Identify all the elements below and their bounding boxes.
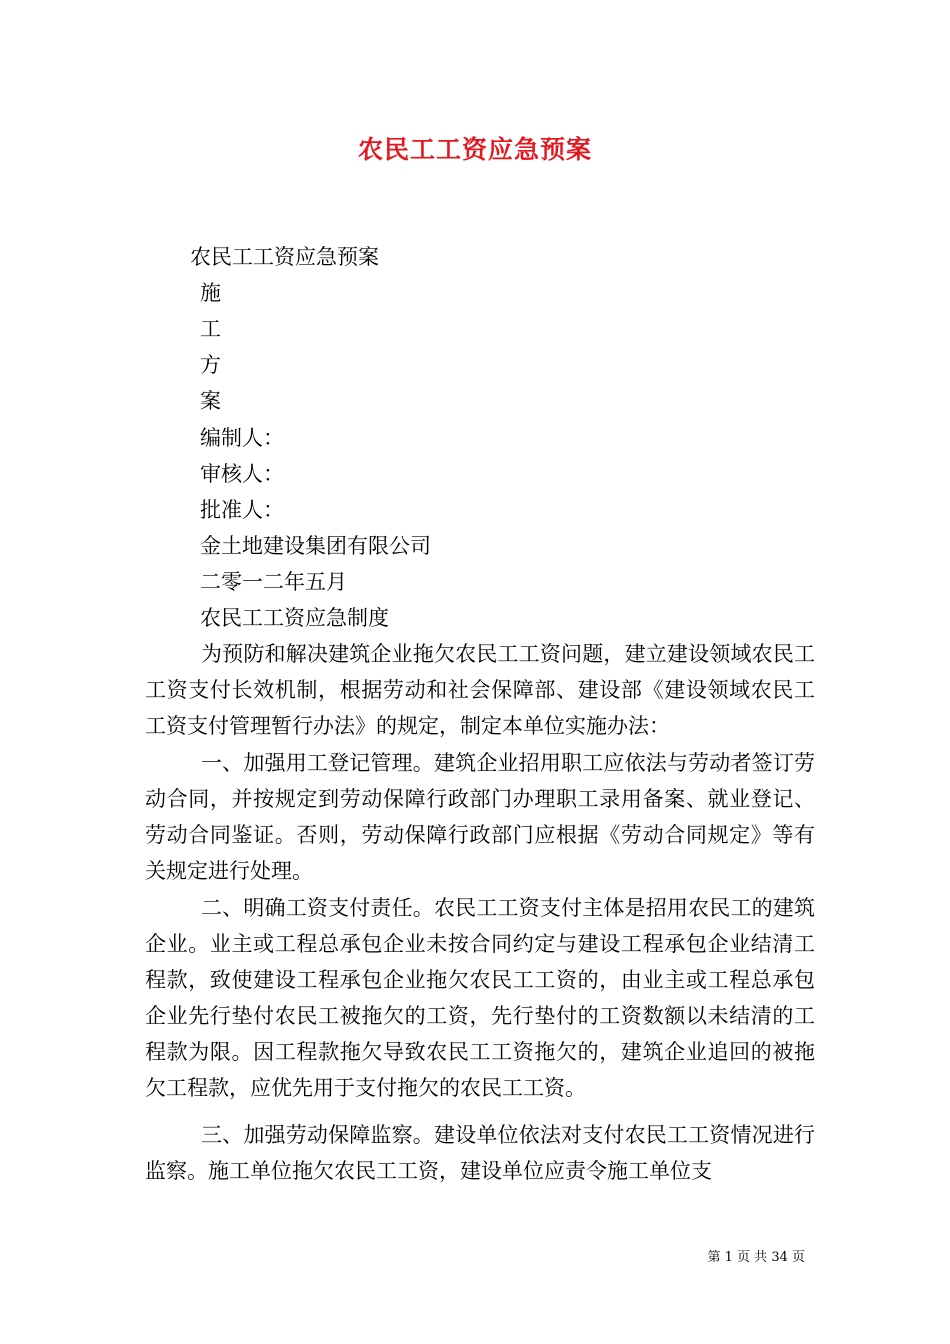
page-footer: 第 1 页 共 34 页 <box>707 1250 805 1265</box>
cover-title: 农民工工资应急预案 <box>190 245 379 269</box>
document-title: 农民工工资应急预案 <box>357 135 592 164</box>
cover-vertical-char: 工 <box>200 317 221 341</box>
editor-label: 编制人： <box>200 426 284 450</box>
cover-vertical-char: 方 <box>200 353 221 377</box>
approver-label: 批准人： <box>200 498 284 522</box>
document-date: 二零一二年五月 <box>200 570 347 594</box>
body-paragraph: 三、加强劳动保障监察。建设单位依法对支付农民工工资情况进行监察。施工单位拖欠农民工工资，建设单位应责令施工单位支 <box>145 1123 815 1183</box>
cover-vertical-char: 案 <box>200 389 221 413</box>
reviewer-label: 审核人： <box>200 462 284 486</box>
company-name: 金土地建设集团有限公司 <box>200 534 431 558</box>
body-paragraph: 二、明确工资支付责任。农民工工资支付主体是招用农民工的建筑企业。业主或工程总承包企业未按合同约定与建设工程承包企业结清工程款，致使建设工程承包企业拖欠农民工工资的，由业主或工程总承包企业先行垫付农民工被拖欠的工资，先行垫付的工资数额以未结清的工程款为限。因工程款拖欠导致农民工工资拖欠的，建筑企业追回的被拖欠工程款，应优先用于支付拖欠的农民工工资。 <box>145 896 815 1100</box>
body-paragraph: 一、加强用工登记管理。建筑企业招用职工应依法与劳动者签订劳动合同，并按规定到劳动保障行政部门办理职工录用备案、就业登记、劳动合同鉴证。否则，劳动保障行政部门应根据《劳动合同规定》等有关规定进行处理。 <box>145 751 815 883</box>
body-paragraph: 为预防和解决建筑企业拖欠农民工工资问题，建立建设领域农民工工资支付长效机制，根据劳动和社会保障部、建设部《建设领域农民工工资支付管理暂行办法》的规定，制定本单位实施办法： <box>145 642 815 738</box>
section-title: 农民工工资应急制度 <box>200 606 389 630</box>
cover-vertical-char: 施 <box>200 281 221 305</box>
